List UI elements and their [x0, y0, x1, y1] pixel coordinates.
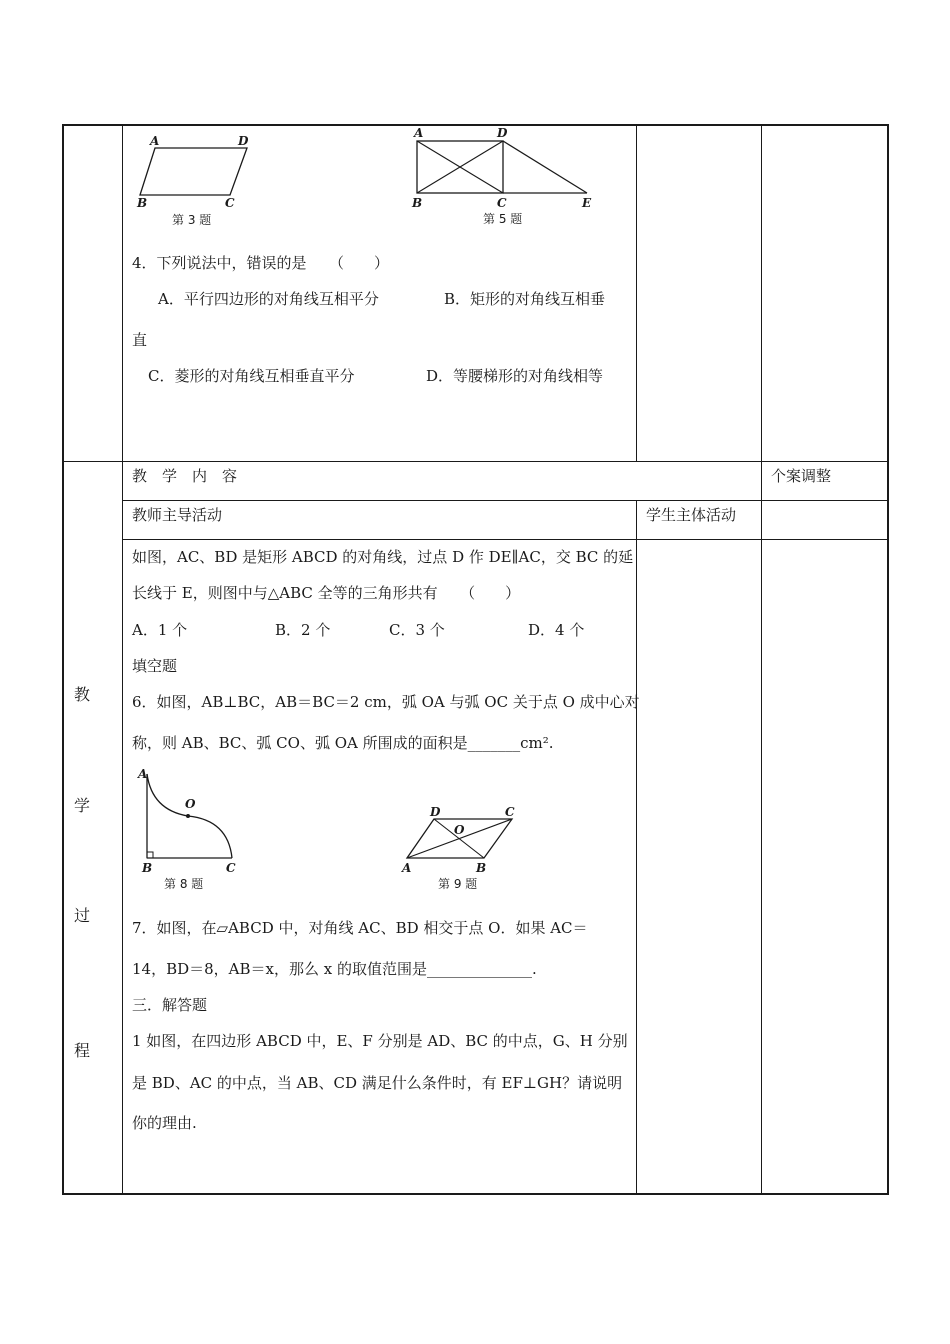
header-teacher-activity: 教师主导活动 — [132, 506, 223, 524]
q5-option-d: D．4 个 — [528, 621, 585, 639]
table-right-border — [887, 124, 889, 1195]
fig3-caption: 第 3 题 — [172, 213, 212, 227]
fig9-label-o: O — [454, 823, 465, 837]
problem-1-line-2: 是 BD、AC 的中点，当 AB、CD 满足什么条件时，有 EF⊥GH？请说明 — [132, 1074, 623, 1092]
q4-option-b: B．矩形的对角线互相垂 — [444, 290, 606, 308]
q5-line-2: 长线于 E，则图中与△ABC 全等的三角形共有 （ ） — [132, 584, 521, 602]
column-divider-1 — [122, 124, 123, 1195]
q6-line-1: 6．如图，AB⊥BC，AB＝BC＝2 cm，弧 OA 与弧 OC 关于点 O 成中心对 — [132, 693, 640, 711]
fig3-label-c: C — [225, 196, 235, 210]
fig9-caption: 第 9 题 — [438, 877, 478, 891]
column-divider-2b — [636, 500, 637, 1195]
fill-in-section-title: 填空题 — [132, 657, 178, 675]
side-label-char-3: 过 — [73, 906, 90, 925]
fig3-label-a: A — [150, 134, 160, 148]
side-label-char-1: 教 — [73, 685, 90, 704]
fig8-label-c: C — [226, 861, 236, 875]
q6-line-2: 称，则 AB、BC、弧 CO、弧 OA 所围成的面积是_______cm². — [132, 734, 554, 752]
solve-section-title: 三．解答题 — [132, 996, 208, 1014]
fig9-label-a: A — [402, 861, 412, 875]
q5-option-c: C．3 个 — [389, 621, 445, 639]
fig9-label-c: C — [505, 805, 515, 819]
fig5-label-b: B — [412, 196, 423, 210]
q4-option-c: C．菱形的对角线互相垂直平分 — [148, 367, 355, 385]
side-label-char-4: 程 — [73, 1041, 90, 1060]
fig8-label-b: B — [142, 861, 153, 875]
fig8-label-a: A — [138, 767, 148, 781]
problem-1-line-1: 1 如图，在四边形 ABCD 中，E、F 分别是 AD、BC 的中点，G、H 分别 — [132, 1032, 628, 1050]
figure-9-parallelogram — [396, 800, 526, 894]
figure-8-arcs — [128, 762, 258, 894]
q5-line-1: 如图，AC、BD 是矩形 ABCD 的对角线，过点 D 作 DE∥AC，交 BC 的延 — [132, 548, 634, 566]
column-divider-3 — [761, 124, 762, 1195]
fig9-label-d: D — [430, 805, 441, 819]
fig5-label-c: C — [497, 196, 507, 210]
figure-5-rectangle — [405, 125, 605, 230]
row-divider-1 — [62, 461, 889, 462]
fig9-label-b: B — [476, 861, 487, 875]
q5-option-b: B．2 个 — [275, 621, 331, 639]
fig3-label-d: D — [238, 134, 249, 148]
q4-option-b-cont: 直 — [132, 331, 148, 349]
q7-line-2: 14，BD＝8，AB＝x，那么 x 的取值范围是______________. — [132, 960, 537, 978]
header-case-adjustment: 个案调整 — [771, 467, 832, 485]
fig5-caption: 第 5 题 — [483, 212, 523, 226]
q4-stem: 4．下列说法中，错误的是 （ ） — [132, 254, 390, 272]
row-divider-2 — [122, 500, 889, 501]
table-bottom-border — [62, 1193, 889, 1195]
q7-line-1: 7．如图，在▱ABCD 中，对角线 AC、BD 相交于点 O．如果 AC＝ — [132, 919, 588, 937]
header-student-activity: 学生主体活动 — [646, 506, 737, 524]
fig5-label-e: E — [582, 196, 592, 210]
q4-option-d: D．等腰梯形的对角线相等 — [426, 367, 604, 385]
row-divider-3 — [122, 539, 889, 540]
table-left-border — [62, 124, 64, 1195]
fig3-label-b: B — [137, 196, 148, 210]
fig8-caption: 第 8 题 — [164, 877, 204, 891]
column-divider-2a — [636, 124, 637, 462]
q4-option-a: A．平行四边形的对角线互相平分 — [158, 290, 379, 308]
fig5-label-a: A — [414, 126, 424, 140]
side-label-char-2: 学 — [73, 796, 90, 815]
problem-1-line-3: 你的理由. — [132, 1114, 197, 1132]
figure-3-parallelogram — [130, 130, 270, 230]
header-teaching-content: 教 学 内 容 — [132, 467, 238, 485]
fig5-label-d: D — [497, 126, 508, 140]
q5-option-a: A．1 个 — [132, 621, 188, 639]
fig8-label-o: O — [185, 797, 196, 811]
